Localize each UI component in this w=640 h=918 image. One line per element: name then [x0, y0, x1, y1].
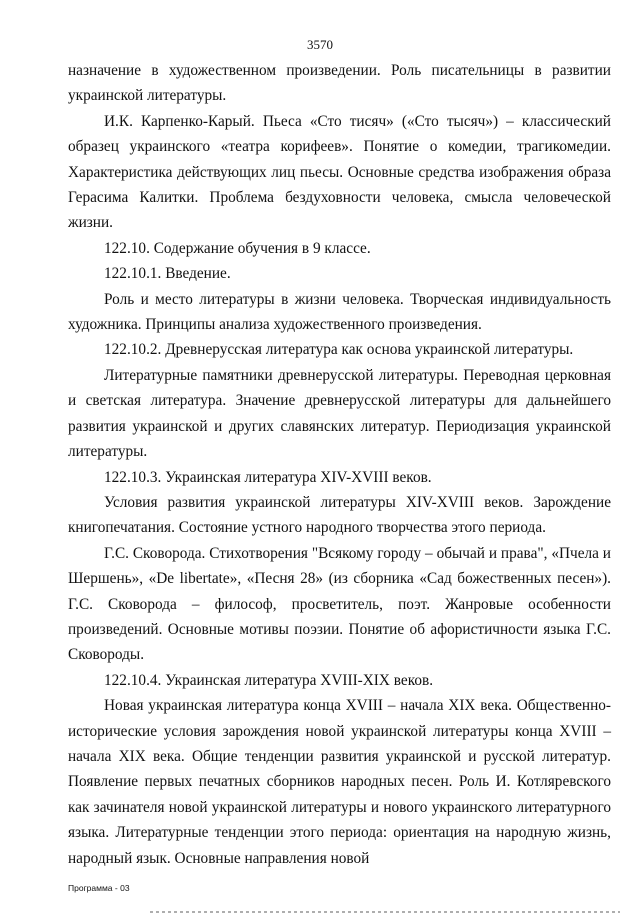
paragraph-skovoroda: Г.С. Сковорода. Стихотворения "Всякому городу – обычай и права", «Пчела и Шершень», «De libertate», «Песня 28» (из сборника «Сад божественных песен»). Г.С. Сковорода – философ, просветитель, поэт. Жанровые особенности произведений. Основные мотивы поэзии. Понятие об афористичности языка Г.С. Сковороды. [68, 544, 611, 664]
page-number: 3570 [307, 37, 333, 52]
paragraph-new-literature: Новая украинская литература конца XVIII – начала XIX века. Общественно-исторические условия зарождения новой украинской литературы конца XVIII – начала XIX века. Общие тенденции развития украинской и русской литератур. Появление первых печатных сборников народных песен. Роль И. Котляревского как зачинателя новой украинской литературы и нового украинского литературного языка. Литературные тенденции этого периода: ориентация на народную жизнь, народный язык. Основные направления новой [68, 697, 611, 867]
paragraph-old-russian: Литературные памятники древнерусской литературы. Переводная церковная и светская литература. Значение древнерусской литературы для дальнейшего развития украинской и других славянских литератур. Периодизация украинской литературы. [68, 366, 611, 461]
section-heading-old-russian: 122.10.2. Древнерусская литература как основа украинской литературы. [104, 341, 574, 359]
paragraph-continuation: назначение в художественном произведении. Роль писательницы в развитии украинской литературы. [68, 62, 611, 105]
section-heading-introduction: 122.10.1. Введение. [104, 265, 231, 283]
footer-label: Программа - 03 [68, 883, 130, 893]
section-heading-9-class: 122.10. Содержание обучения в 9 классе. [104, 239, 371, 257]
paragraph-xiv-xviii: Условия развития украинской литературы XIV-XVIII веков. Зарождение книгопечатания. Состояние устного народного творчества этого периода. [68, 493, 611, 537]
paragraph-introduction: Роль и место литературы в жизни человека. Творческая индивидуальность художника. Принципы анализа художественного произведения. [68, 290, 611, 334]
paragraph-karpenko-kary: И.К. Карпенко-Карый. Пьеса «Сто тисяч» («Сто тысяч») – классический образец украинского «театра корифеев». Понятие о комедии, трагикомедии. Характеристика действующих лиц пьесы. Основные средства изображения образа Герасима Калитки. Проблема бездуховности человека, смысла человеческой жизни. [68, 112, 611, 232]
section-heading-xviii-xix: 122.10.4. Украинская литература XVIII-XIX веков. [104, 671, 434, 689]
document-body [68, 58, 611, 871]
scan-artifact-line [150, 911, 620, 913]
section-heading-xiv-xviii: 122.10.3. Украинская литература XIV-XVIII веков. [104, 468, 432, 486]
